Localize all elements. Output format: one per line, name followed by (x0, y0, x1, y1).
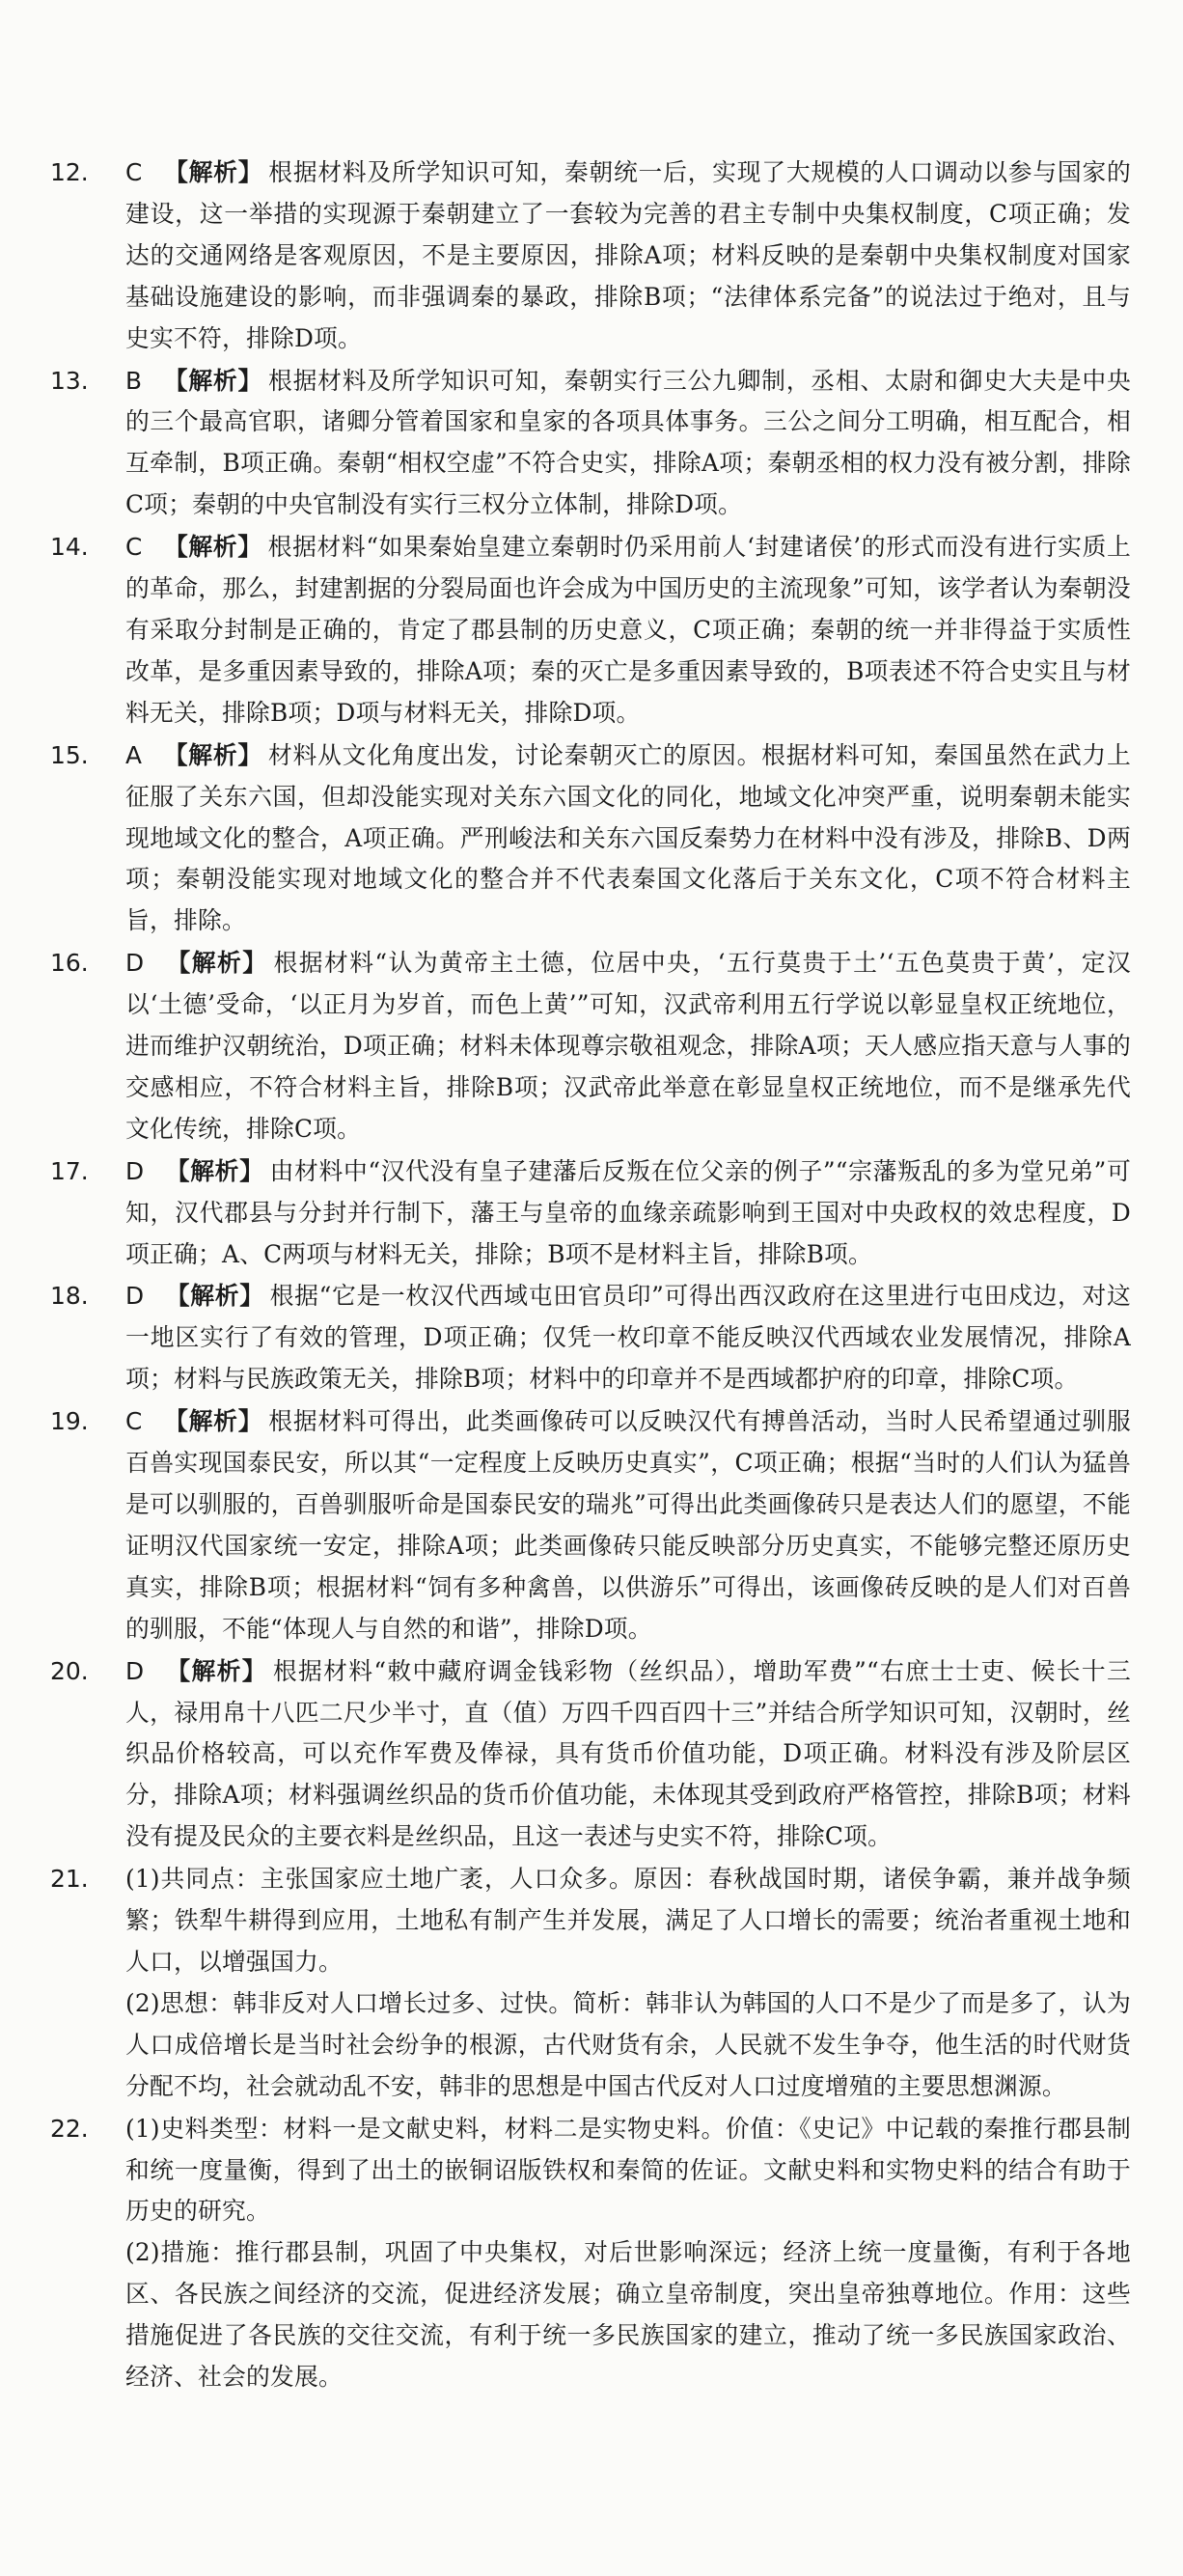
sub-answer-2: (2)措施：推行郡县制，巩固了中央集权，对后世影响深远；经济上统一度量衡，有利于各地区、各民族之间经济的交流，促进经济发展；确立皇帝制度，突出皇帝独尊地位。作用：这些措施促进了各民族的交往交流，有利于统一多民族国家的建立，推动了统一多民族国家政治、经济、社会的发展。 (125, 2238, 1131, 2392)
answer-item-17 (50, 1151, 1131, 1276)
item-number: 19. (50, 1407, 89, 1436)
answer-letter: C (125, 158, 143, 186)
item-number: 13. (50, 366, 89, 395)
answer-item-20 (50, 1651, 1131, 1859)
answer-item-16 (50, 943, 1131, 1150)
answer-item-15 (50, 735, 1131, 943)
item-number: 17. (50, 1156, 89, 1185)
item-number: 18. (50, 1282, 89, 1311)
item-paragraph (125, 1151, 1131, 1276)
item-paragraph (125, 527, 1131, 734)
answer-letter: C (125, 1407, 143, 1436)
analysis-text: 根据材料“如果秦始皇建立秦朝时仍采用前人‘封建诸侯’的形式而没有进行实质上的革命，那么，封建割据的分裂局面也许会成为中国历史的主流现象”可知，该学者认为秦朝没有采取分封制是正确的，肯定了郡县制的历史意义，C项正确；秦朝的统一并非得益于实质性改革，是多重因素导致的，排除A项；秦的灭亡是多重因素导致的，B项表述不符合史实且与材料无关，排除B项；D项与材料无关，排除D项。 (125, 533, 1131, 727)
answer-item-18 (50, 1276, 1131, 1400)
item-number: 14. (50, 533, 89, 562)
sub-answer-1: (1)史料类型：材料一是文献史料，材料二是实物史料。价值：《史记》中记载的秦推行郡县制和统一度量衡，得到了出土的嵌铜诏版铁权和秦简的佐证。文献史料和实物史料的结合有助于历史的研究。 (125, 2114, 1131, 2226)
analysis-text: 根据材料及所学知识可知，秦朝统一后，实现了大规模的人口调动以参与国家的建设，这一举措的实现源于秦朝建立了一套较为完善的君主专制中央集权制度，C项正确；发达的交通网络是客观原因，不是主要原因，排除A项；材料反映的是秦朝中央集权制度对国家基础设施建设的影响，而非强调秦的暴政，排除B项；“法律体系完备”的说法过于绝对，且与史实不符，排除D项。 (125, 158, 1131, 352)
item-number: 20. (50, 1656, 89, 1685)
answer-list (50, 152, 1131, 2399)
analysis-text: 材料从文化角度出发，讨论秦朝灭亡的原因。根据材料可知，秦国虽然在武力上征服了关东六国，但却没能实现对关东六国文化的同化，地域文化冲突严重，说明秦朝未能实现地域文化的整合，A项正确。严刑峻法和关东六国反秦势力在材料中没有涉及，排除B、D两项；秦朝没能实现对地域文化的整合并不代表秦国文化落后于关东文化，C项不符合材料主旨，排除。 (125, 740, 1131, 935)
analysis-text: 根据材料及所学知识可知，秦朝实行三公九卿制，丞相、太尉和御史大夫是中央的三个最高官职，诸卿分管着国家和皇家的各项具体事务。三公之间分工明确，相互配合，相互牵制，B项正确。秦朝“相权空虚”不符合史实，排除A项；秦朝丞相的权力没有被分割，排除C项；秦朝的中央官制没有实行三权分立体制，排除D项。 (125, 366, 1131, 519)
answer-letter: C (125, 533, 143, 562)
answer-item-19 (50, 1401, 1131, 1649)
item-number: 22. (50, 2114, 89, 2143)
item-number: 12. (50, 158, 89, 186)
sub-answer-1: (1)共同点：主张国家应土地广袤，人口众多。原因：春秋战国时期，诸侯争霸，兼并战争频繁；铁犁牛耕得到应用，土地私有制产生并发展，满足了人口增长的需要；统治者重视土地和人口，以增强国力。 (125, 1865, 1131, 1976)
analysis-tag: 【解析】 (165, 949, 268, 978)
analysis-tag: 【解析】 (163, 366, 263, 395)
item-paragraph (125, 1276, 1131, 1400)
analysis-tag: 【解析】 (165, 1282, 264, 1311)
item-paragraph (125, 1651, 1131, 1859)
answer-letter: D (125, 949, 145, 978)
answer-item-14 (50, 527, 1131, 734)
answer-letter: D (125, 1156, 145, 1185)
analysis-text: 由材料中“汉代没有皇子建藩后反叛在位父亲的例子”“宗藩叛乱的多为堂兄弟”可知，汉代郡县与分封并行制下，藩王与皇帝的血缘亲疏影响到王国对中央政权的效忠程度，D项正确；A、C两项与材料无关，排除；B项不是材料主旨，排除B项。 (125, 1156, 1131, 1268)
answer-letter: A (125, 740, 143, 769)
item-number: 16. (50, 949, 89, 978)
analysis-text: 根据材料可得出，此类画像砖可以反映汉代有搏兽活动，当时人民希望通过驯服百兽实现国泰民安，所以其“一定程度上反映历史真实”，C项正确；根据“当时的人们认为猛兽是可以驯服的，百兽驯服听命是国泰民安的瑞兆”可得出此类画像砖只是表达人们的愿望，不能证明汉代国家统一安定，排除A项；此类画像砖只能反映部分历史真实，不能够完整还原历史真实，排除B项；根据材料“饲有多种禽兽，以供游乐”可得出，该画像砖反映的是人们对百兽的驯服，不能“体现人与自然的和谐”，排除D项。 (125, 1407, 1131, 1643)
item-paragraph (125, 152, 1131, 360)
answer-item-21 (50, 1859, 1131, 2107)
item-number: 15. (50, 740, 89, 769)
answer-letter: D (125, 1656, 145, 1685)
item-paragraph (125, 361, 1131, 527)
analysis-tag: 【解析】 (165, 1156, 264, 1185)
item-paragraph (125, 1401, 1131, 1649)
answer-item-22 (50, 2109, 1131, 2398)
answer-item-12 (50, 152, 1131, 360)
answer-letter: B (125, 366, 143, 395)
analysis-tag: 【解析】 (163, 533, 262, 562)
item-number: 21. (50, 1865, 89, 1894)
answer-letter: D (125, 1282, 145, 1311)
analysis-tag: 【解析】 (163, 158, 263, 186)
answer-item-13 (50, 361, 1131, 527)
sub-answer-2: (2)思想：韩非反对人口增长过多、过快。简析：韩非认为韩国的人口不是少了而是多了，认为人口成倍增长是当时社会纷争的根源，古代财货有余，人民就不发生争夺，他生活的时代财货分配不均，社会就动乱不安，韩非的思想是中国古代反对人口过度增殖的主要思想渊源。 (125, 1988, 1131, 2100)
item-paragraph (125, 735, 1131, 943)
analysis-tag: 【解析】 (165, 1656, 267, 1685)
analysis-text: 根据材料“敕中藏府调金钱彩物（丝织品），增助军费”“右庶士士吏、候长十三人，禄用帛十八匹二尺少半寸，直（值）万四千四百四十三”并结合所学知识可知，汉朝时，丝织品价格较高，可以充作军费及俸禄，具有货币价值功能，D项正确。材料没有涉及阶层区分，排除A项；材料强调丝织品的货币价值功能，未体现其受到政府严格管控，排除B项；材料没有提及民众的主要衣料是丝织品，且这一表述与史实不符，排除C项。 (125, 1656, 1131, 1851)
analysis-tag: 【解析】 (163, 740, 262, 769)
analysis-text: 根据材料“认为黄帝主土德，位居中央，‘五行莫贵于土’‘五色莫贵于黄’，定汉以‘土德’受命，‘以正月为岁首，而色上黄’”可知，汉武帝利用五行学说以彰显皇权正统地位，进而维护汉朝统治，D项正确；材料未体现尊宗敬祖观念，排除A项；天人感应指天意与人事的交感相应，不符合材料主旨，排除B项；汉武帝此举意在彰显皇权正统地位，而不是继承先代文化传统，排除C项。 (125, 949, 1131, 1143)
analysis-tag: 【解析】 (163, 1407, 263, 1436)
analysis-text: 根据“它是一枚汉代西域屯田官员印”可得出西汉政府在这里进行屯田戍边，对这一地区实行了有效的管理，D项正确；仅凭一枚印章不能反映汉代西域农业发展情况，排除A项；材料与民族政策无关，排除B项；材料中的印章并不是西域都护府的印章，排除C项。 (125, 1282, 1131, 1394)
item-paragraph (125, 943, 1131, 1150)
